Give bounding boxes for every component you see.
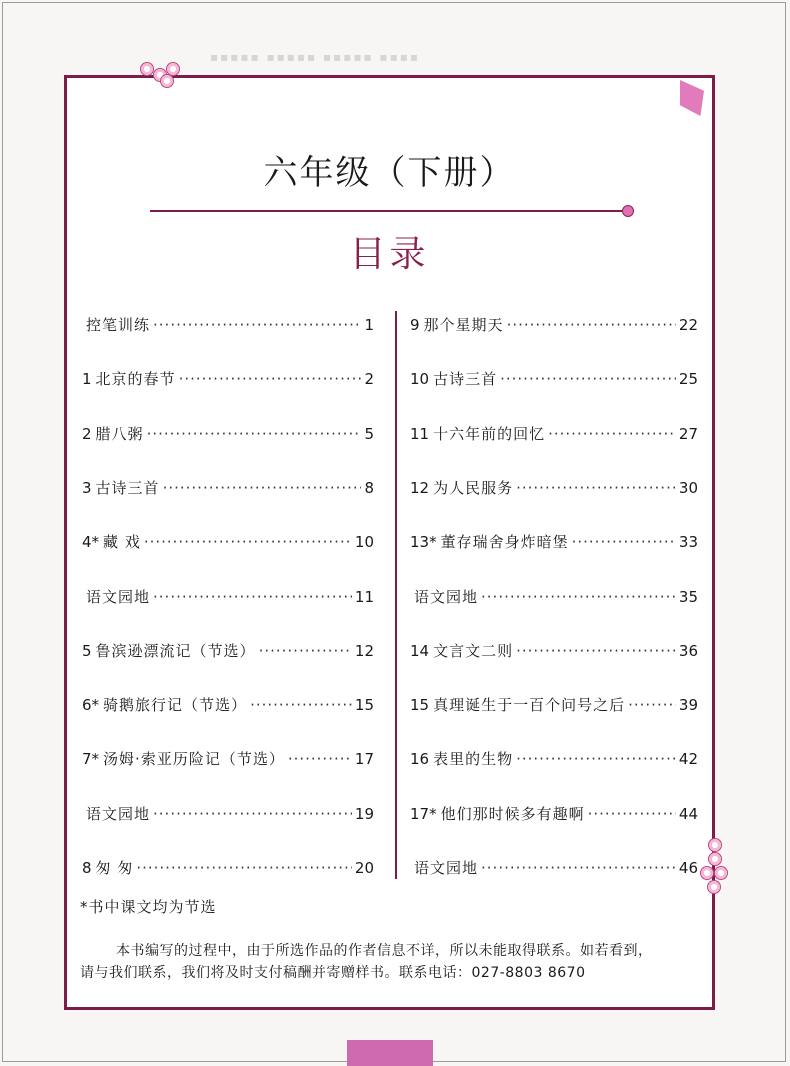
toc-dot-leader (288, 750, 352, 768)
flower-icon (160, 74, 174, 88)
toc-entry[interactable] (82, 803, 374, 829)
toc-entry-page: 35 (678, 587, 698, 606)
toc-dot-leader (516, 750, 676, 768)
toc-entry-title: 古诗三首 (433, 370, 498, 389)
toc-dot-leader (572, 533, 676, 551)
toc-entry-number: 16 (410, 750, 430, 769)
toc-dot-leader (144, 533, 352, 551)
toc-entry-number: 17* (410, 804, 437, 823)
toc-entry-page: 5 (364, 424, 374, 443)
toc-entry-page: 17 (354, 750, 374, 769)
flower-icon (700, 866, 714, 880)
toc-entry-page: 15 (354, 696, 374, 715)
toc-entry-page: 44 (678, 804, 698, 823)
toc-entry-title: 为人民服务 (433, 478, 514, 497)
toc-entry[interactable] (410, 477, 698, 503)
toc-entry-title: 北京的春节 (95, 370, 176, 389)
toc-dot-leader (147, 425, 362, 443)
toc-entry-title: 语文园地 (86, 804, 151, 823)
toc-entry[interactable] (82, 368, 374, 394)
toc-entry-title: 汤姆·索亚历险记（节选） (103, 750, 285, 769)
background-bleed-text: ▪▪▪▪▪ ▪▪▪▪▪ ▪▪▪▪▪ ▪▪▪▪ (210, 50, 420, 64)
page-title: 六年级（下册） (263, 153, 516, 193)
toc-entry[interactable] (410, 368, 698, 394)
toc-entry[interactable] (82, 531, 374, 557)
toc-dot-leader (516, 479, 676, 497)
toc-entry[interactable] (82, 477, 374, 503)
toc-entry-page: 2 (364, 370, 374, 389)
toc-entry-title: 董存瑞舍身炸暗堡 (440, 533, 569, 552)
toc-dot-leader (153, 316, 361, 334)
toc-dot-leader (500, 370, 676, 388)
toc-entry-page: 39 (678, 696, 698, 715)
footer-notice (80, 940, 710, 984)
toc-entry-title: 语文园地 (414, 587, 479, 606)
toc-entry-page: 22 (678, 316, 698, 334)
toc-entry-number: 4* (82, 533, 100, 552)
toc-dot-leader (163, 479, 362, 497)
toc-entry[interactable] (82, 694, 374, 720)
toc-entry-page: 10 (354, 533, 374, 552)
toc-dot-leader (628, 696, 676, 714)
footnote: *书中课文均为节选 (80, 898, 217, 916)
toc-entry[interactable] (82, 423, 374, 449)
flower-icon (708, 838, 722, 852)
toc-entry-title: 语文园地 (414, 859, 479, 877)
toc-entry-page: 30 (678, 478, 698, 497)
toc-entry-page: 27 (678, 424, 698, 443)
toc-entry[interactable] (82, 586, 374, 612)
toc-heading: 目录 (349, 234, 430, 275)
toc-entry-title: 语文园地 (86, 587, 151, 606)
toc-entry-number: 13* (410, 533, 437, 552)
toc-entry-number: 1 (82, 370, 92, 389)
toc-entry-page: 42 (678, 750, 698, 769)
toc-entry-page: 25 (678, 370, 698, 389)
toc-dot-leader (588, 805, 676, 823)
toc-entry[interactable] (410, 748, 698, 774)
toc-entry[interactable] (410, 694, 698, 720)
toc-entry-number: 15 (410, 696, 430, 715)
page-tab-marker (347, 1040, 433, 1066)
toc-entry[interactable] (82, 314, 374, 340)
toc-dot-leader (136, 859, 352, 877)
toc-entry-number: 6* (82, 696, 100, 715)
toc-entry[interactable] (82, 857, 374, 883)
toc-dot-leader (179, 370, 362, 388)
toc-entry-title: 古诗三首 (95, 478, 160, 497)
toc-dot-leader (259, 642, 352, 660)
toc-entry-page: 20 (354, 859, 374, 877)
toc-entry-number: 9 (410, 316, 420, 334)
toc-dot-leader (481, 859, 676, 877)
footer-line-2: 请与我们联系，我们将及时支付稿酬并寄赠样书。联系电话：027-8803 8670 (80, 965, 586, 981)
toc-entry[interactable] (410, 640, 698, 666)
title-underline (150, 210, 623, 212)
toc-entry-number: 7* (82, 750, 100, 769)
toc-entry-title: 十六年前的回忆 (433, 424, 546, 443)
flower-icon (707, 880, 721, 894)
toc-entry-number: 10 (410, 370, 430, 389)
toc-dot-leader (507, 316, 676, 334)
toc-entry-number: 11 (410, 424, 430, 443)
toc-entry-number: 12 (410, 478, 430, 497)
toc-entry[interactable] (410, 586, 698, 612)
toc-entry-page: 11 (354, 587, 374, 606)
toc-entry-title: 腊八粥 (95, 424, 144, 443)
toc-entry-number: 2 (82, 424, 92, 443)
toc-dot-leader (516, 642, 676, 660)
toc-entry[interactable] (82, 748, 374, 774)
column-divider (395, 311, 397, 879)
toc-entry[interactable] (410, 314, 698, 340)
toc-entry-number: 14 (410, 641, 430, 660)
toc-entry-page: 33 (678, 533, 698, 552)
title-rule-dot-icon (622, 205, 634, 217)
toc-entry-title: 控笔训练 (86, 316, 151, 334)
toc-entry-title: 真理诞生于一百个问号之后 (433, 696, 626, 715)
toc-entry-title: 骑鹅旅行记（节选） (103, 696, 248, 715)
flower-icon (140, 62, 154, 76)
toc-entry[interactable] (410, 803, 698, 829)
toc-dot-leader (153, 805, 352, 823)
toc-entry[interactable] (410, 531, 698, 557)
toc-entry-number: 5 (82, 641, 92, 660)
toc-entry-page: 1 (364, 316, 374, 334)
flower-icon (714, 866, 728, 880)
toc-entry-page: 8 (364, 478, 374, 497)
toc-entry-title: 他们那时候多有趣啊 (440, 804, 585, 823)
flower-icon (708, 852, 722, 866)
toc-entry-title: 藏 戏 (103, 533, 141, 552)
toc-entry-page: 36 (678, 641, 698, 660)
toc-entry-title: 那个星期天 (423, 316, 504, 334)
toc-dot-leader (153, 588, 352, 606)
toc-entry-title: 表里的生物 (433, 750, 514, 769)
toc-entry[interactable] (410, 423, 698, 449)
toc-dot-leader (548, 425, 676, 443)
footer-line-1: 本书编写的过程中，由于所选作品的作者信息不详，所以未能取得联系。如若看到， (116, 943, 653, 959)
toc-dot-leader (250, 696, 352, 714)
toc-entry[interactable] (82, 640, 374, 666)
toc-entry-page: 19 (354, 804, 374, 823)
toc-entry-number: 3 (82, 478, 92, 497)
toc-entry-number: 8 (82, 859, 92, 877)
toc-entry-title: 鲁滨逊漂流记（节选） (95, 641, 256, 660)
toc-entry-page: 46 (678, 859, 698, 877)
toc-entry-title: 文言文二则 (433, 641, 514, 660)
toc-entry-page: 12 (354, 641, 374, 660)
toc-entry[interactable] (410, 857, 698, 883)
toc-dot-leader (481, 588, 676, 606)
toc-entry-title: 匆 匆 (95, 859, 134, 877)
